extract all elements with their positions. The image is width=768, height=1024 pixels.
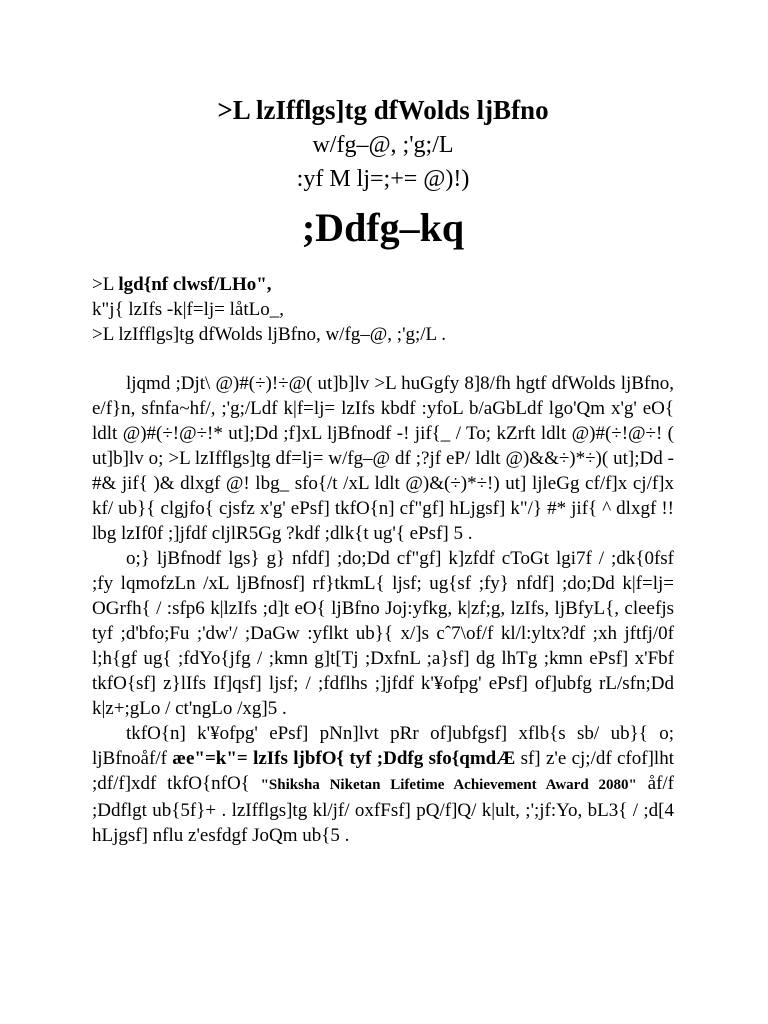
paragraph-contribution: o;} ljBfnodf lgs} g} nfdf] ;do;Dd cf"gf] k]zfdf cToGt lgi7f / ;dk{0fsf ;fy lqmofzLn /xL ljBfnosf] rf}tkmL{ ljsf; ug{sf ;fy} nfdf] ;do;Dd k|f=lj= OGrfh{ / :sfp6 k|lzIfs ;d]t eO{ ljBfno Joj:yfkg, k|zf;g, lzIfs, ljBfyL{, cleefjs tyf ;d'bfo;Fu ;'dw'/ ;DaGw :yflkt ub}{ x/]s cˆ7\of/f kl/l:yltx?df ;xh jftfj/0f l;h{gf ug{ ;fdYo{jfg / ;kmn g]t[Tj ;DxfnL ;a}sf] dg lhTg ;kmn ePsf] x'Fbf tkfO{sf] z}lIfs If]qsf] ljsf; / ;fdflhs ;]jfdf k'¥ofpg' ePsf] of]ubfg rL/sfn;Dd k|z+;gLo / ct'ngLo /xg]5 . bbox=[92, 548, 674, 719]
school-address: w/fg–@, ;'g;/L bbox=[312, 132, 454, 158]
certificate-page bbox=[92, 88, 674, 848]
recipient-name-line bbox=[92, 272, 674, 297]
recipient-name: lgd{nf clwsf/LHo", bbox=[118, 274, 272, 295]
award-text-c: sf] z'e cj;/df cfof]lht ;df/f]xdf tkfO{nfO{ bbox=[92, 748, 674, 794]
recipient-block bbox=[92, 272, 674, 347]
award-text-a: tkfO{n] k'¥ofpg' ePsf] pNn]lvt pRr of]ubfgsf] xflb{s sb/ ub}{ o; ljBfnoåf/f bbox=[92, 723, 674, 769]
award-program-name: æe"=k"= lzIfs ljbfO{ tyf ;Ddfg sfo{qmdÆ bbox=[172, 748, 516, 769]
recipient-school: >L lzIfflgs]tg dfWolds ljBfno, w/fg–@, ;'g;/L . bbox=[92, 324, 446, 345]
school-name: >L lzIfflgs]tg dfWolds ljBfno bbox=[217, 95, 549, 125]
paragraph-service: ljqmd ;Djt\ @)#(÷)!÷@( ut]b]lv >L huGgfy 8]8/fh hgtf dfWolds ljBfno, e/f}n, sfnfa~hf/, ;'g;/Ldf k|f=lj= lzIfs kbdf :yfoL b/aGbLdf lgo'Qm x'g' eO{ ldlt @)#(÷!@÷!* ut];Dd ;f]xL ljBfnodf -! jif{_ / To; kZrft ldlt @)#(÷!@÷! ( ut]b]lv o; >L lzIfflgs]tg df=lj= w/fg–@ df ;?jf eP/ ldlt @)&&÷)*÷)( ut];Dd -#& jif{ )& dlxgf @! lbg_ sfo{/t /xL ldlt @)&(÷)*÷!) ut] ljleGg cf/f]x cj/f]x kf/ ub}{ clgjfo{ cjsfz x'g' ePsf] tkfO{n] cf"gf] hLjgsf] k"/} #* jif{ ^ dlxgf !! lbg lzIf0f ;]jfdf cljlR5Gg ?kdf ;dlk{t ug'{ ePsf] 5 . bbox=[92, 373, 674, 544]
paragraph-award bbox=[92, 721, 674, 848]
recipient-position: k"j{ lzIfs -k|f=lj= låtLo_, bbox=[92, 299, 284, 320]
certificate-body bbox=[92, 371, 674, 848]
award-text-d: åf/f ;Ddflgt ub{5f}+ . lzIfflgs]tg kl/jf/ oxfFsf] pQ/f]Q/ k|ult, ;';jf:Yo, bL3{ / ;d[4 hLjgsf] nflu z'esfdgf JoQm ub{5 . bbox=[92, 773, 674, 846]
document-subject: ;Ddfg–kq bbox=[301, 205, 465, 250]
recipient-honorific: >L bbox=[92, 274, 114, 295]
award-title: "Shiksha Niketan Lifetime Achievement Award 2080" bbox=[260, 777, 637, 793]
school-established: :yf M lj=;+= @)!) bbox=[296, 166, 470, 192]
